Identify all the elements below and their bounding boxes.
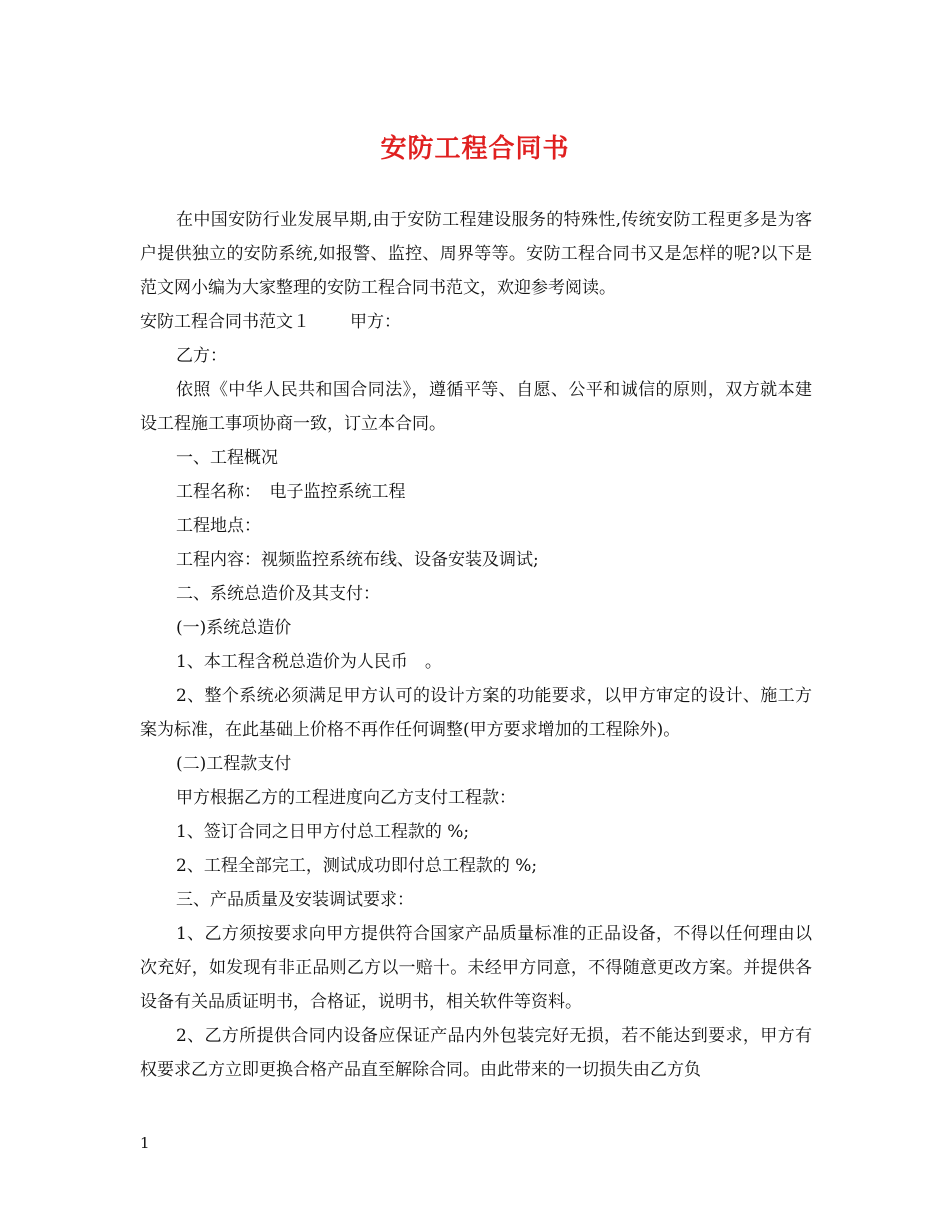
price-clause-2: 2、整个系统必须满足甲方认可的设计方案的功能要求，以甲方审定的设计、施工方案为标准，在此基础上价格不再作任何调整(甲方要求增加的工程除外)。 [140, 686, 812, 740]
subheading-total-price: (一)系统总造价 [176, 618, 292, 638]
payment-clause-1: 1、签订合同之日甲方付总工程款的 %; [176, 822, 470, 842]
subheading-payment: (二)工程款支付 [176, 754, 292, 774]
project-name-line: 工程名称： 电子监控系统工程 [176, 482, 406, 502]
party-a-label: 甲方： [350, 312, 401, 332]
quality-clause-1: 1、乙方须按要求向甲方提供符合国家产品质量标准的正品设备，不得以任何理由以次充好，如发现有非正品则乙方以一赔十。未经甲方同意，不得随意更改方案。并提供各设备有关品质证明书，合格证，说明书，相关软件等资料。 [140, 924, 812, 1012]
sample-heading-line [140, 305, 812, 339]
intro-paragraph: 在中国安防行业发展早期,由于安防工程建设服务的特殊性,传统安防工程更多是为客户提供独立的安防系统,如报警、监控、周界等等。安防工程合同书又是怎样的呢?以下是范文网小编为大家整理的安防工程合同书范文，欢迎参考阅读。 [140, 210, 812, 298]
document-title: 安防工程合同书 [380, 134, 570, 164]
section-heading-overview: 一、工程概况 [176, 448, 278, 468]
project-location-line: 工程地点： [176, 516, 261, 536]
section-heading-price: 二、系统总造价及其支付： [176, 584, 380, 604]
page-number: 1 [140, 1134, 150, 1152]
document-body [140, 203, 812, 1087]
payment-intro: 甲方根据乙方的工程进度向乙方支付工程款： [176, 788, 516, 808]
payment-clause-2: 2、工程全部完工，测试成功即付总工程款的 %; [176, 856, 538, 876]
section-heading-quality: 三、产品质量及安装调试要求： [176, 890, 414, 910]
basis-paragraph: 依照《中华人民共和国合同法》，遵循平等、自愿、公平和诚信的原则，双方就本建设工程施工事项协商一致，订立本合同。 [140, 380, 812, 434]
price-clause-1: 1、本工程含税总造价为人民币 。 [176, 652, 442, 672]
party-b-label: 乙方： [176, 346, 227, 366]
project-content-line: 工程内容：视频监控系统布线、设备安装及调试; [176, 550, 539, 570]
sample-heading: 安防工程合同书范文１ [140, 312, 310, 332]
quality-clause-2: 2、乙方所提供合同内设备应保证产品内外包装完好无损，若不能达到要求，甲方有权要求乙方立即更换合格产品直至解除合同。由此带来的一切损失由乙方负 [140, 1026, 812, 1080]
